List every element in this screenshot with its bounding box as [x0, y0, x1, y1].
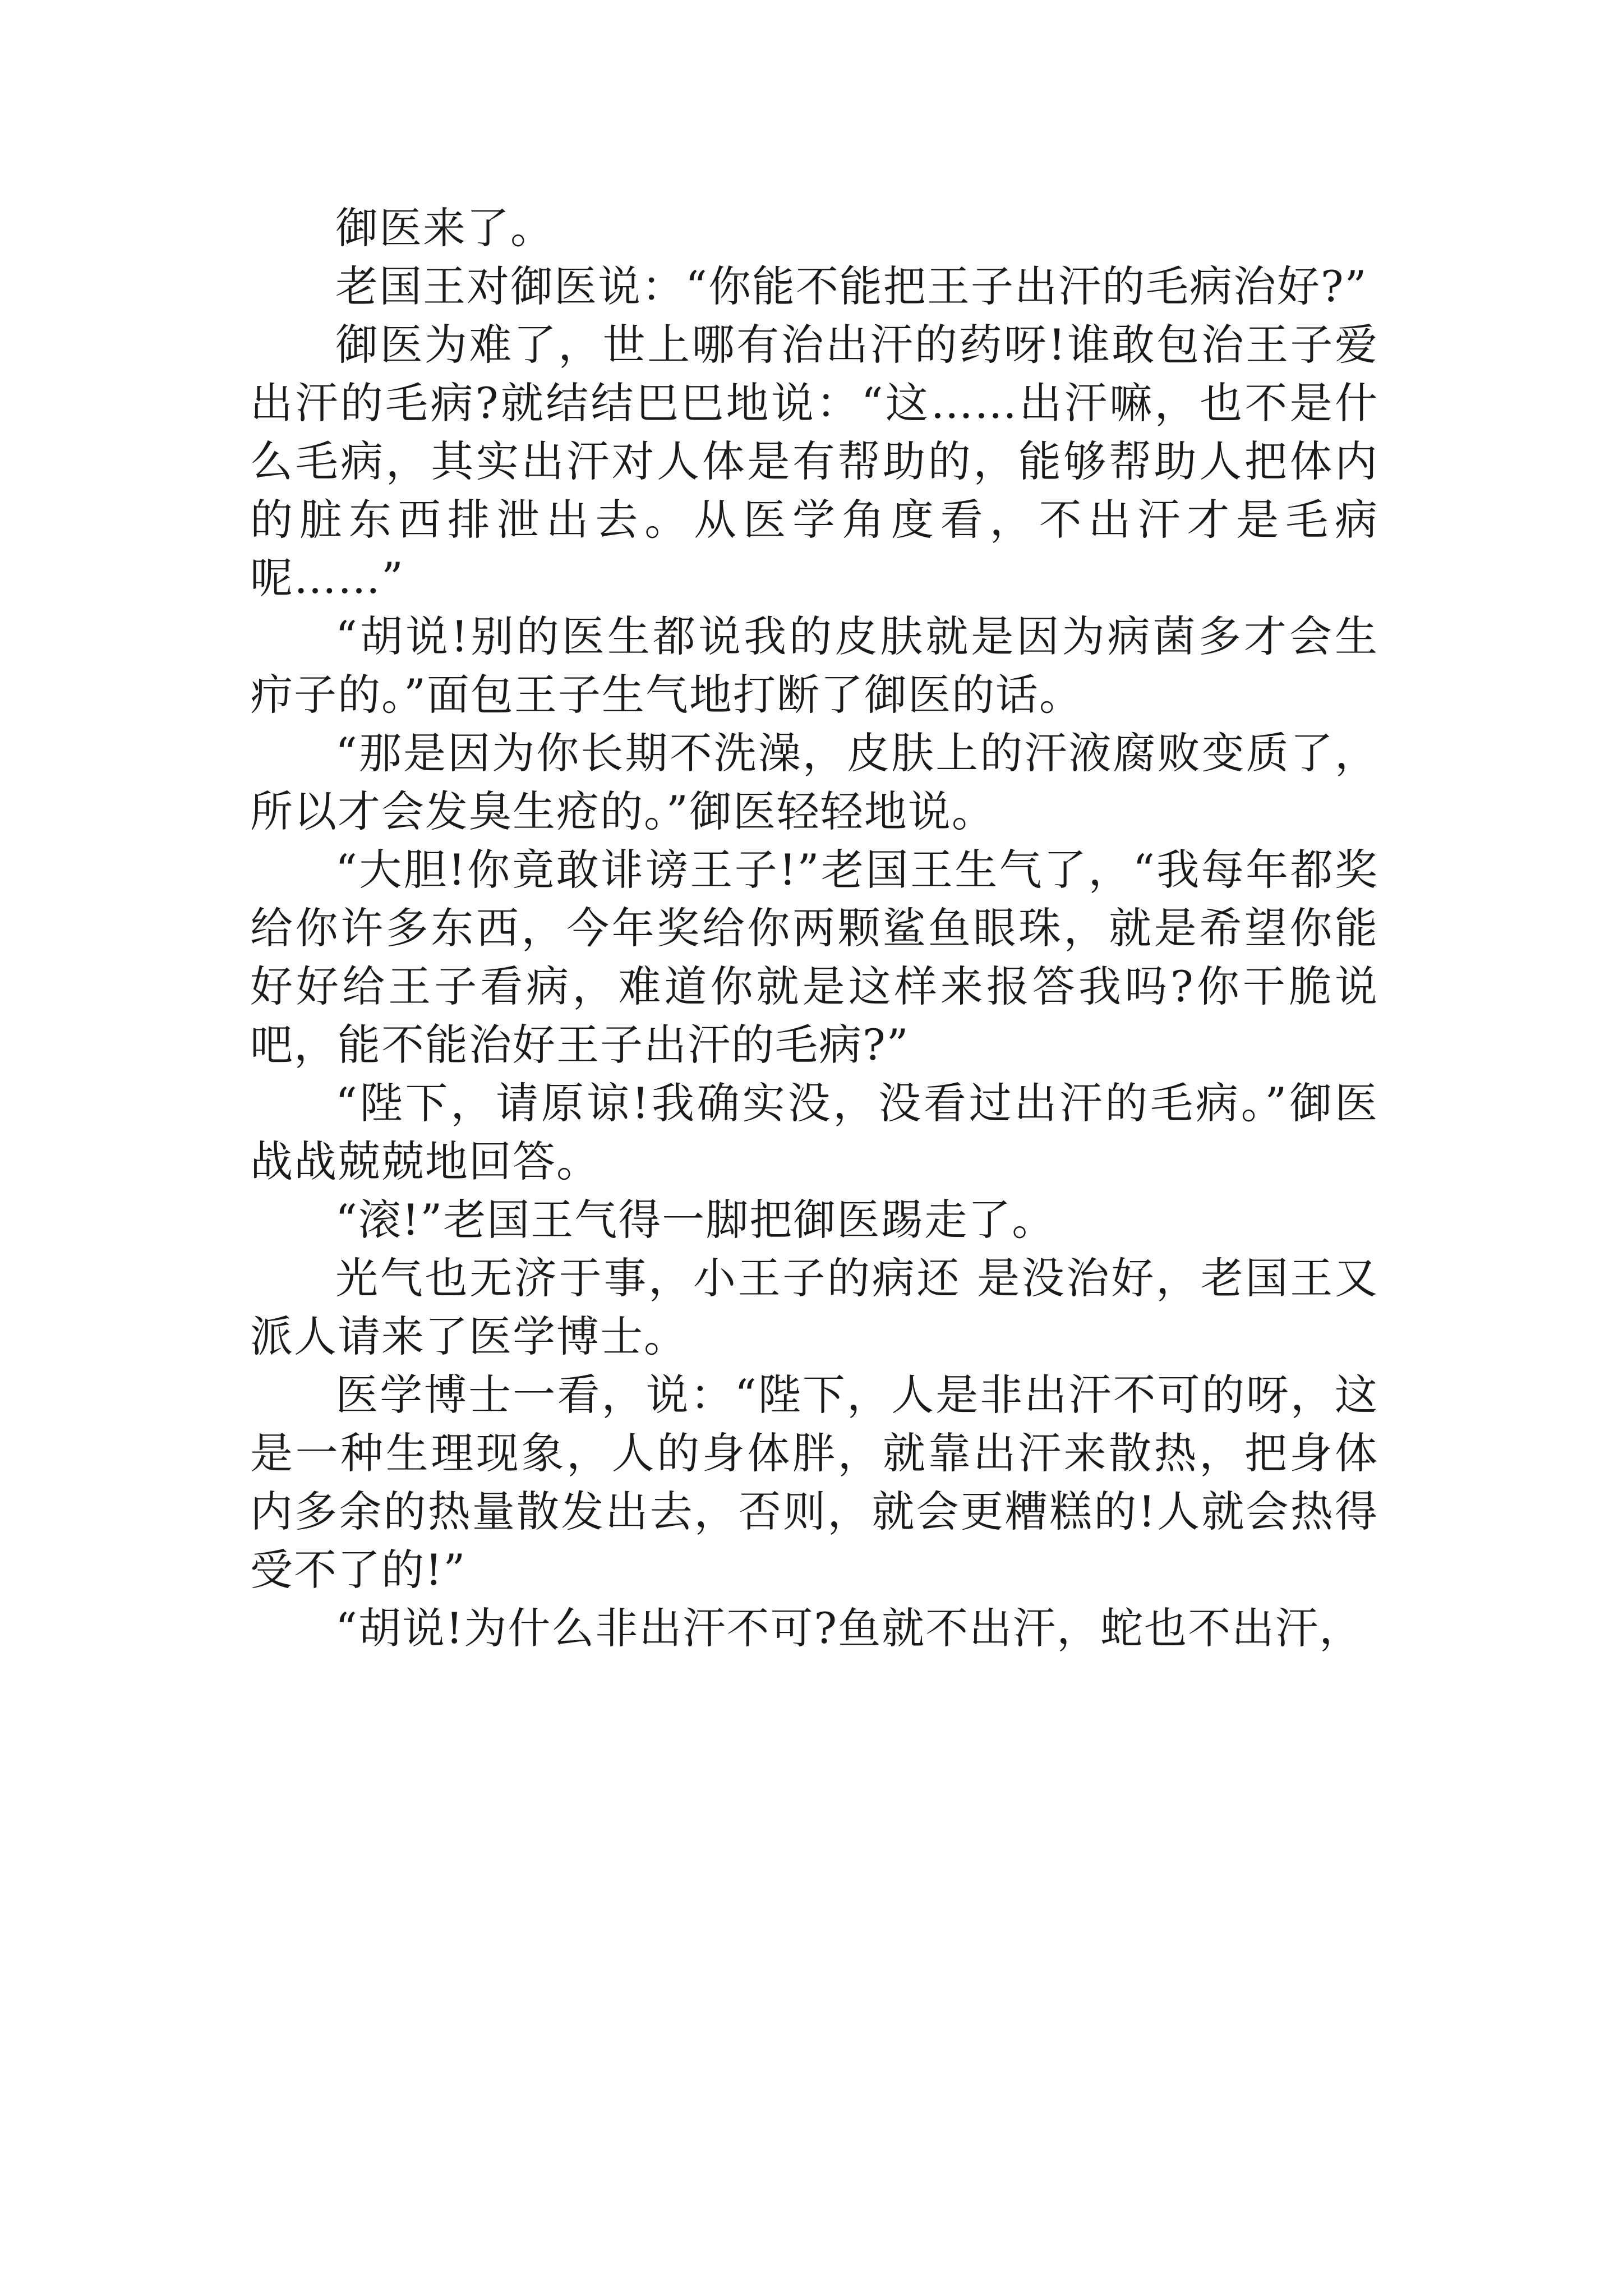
paragraph: “那是因为你长期不洗澡，皮肤上的汗液腐败变质了，所以才会发臭生疮的。”御医轻轻地说。 — [250, 728, 1378, 836]
document-body — [250, 199, 1378, 1658]
paragraph: 老国王对御医说：“你能不能把王子出汗的毛病治好?” — [335, 261, 1368, 311]
paragraph: “大胆!你竟敢诽谤王子!”老国王生气了，“我每年都奖给你许多东西，今年奖给你两颗鲨鱼眼珠，就是希望你能好好给王子看病，难道你就是这样来报答我吗?你干脆说吧，能不能治好王子出汗的毛病?” — [250, 845, 1378, 1070]
paragraph: “陛下，请原谅!我确实没，没看过出汗的毛病。”御医战战兢兢地回答。 — [250, 1078, 1378, 1186]
paragraph: “胡说!别的医生都说我的皮肤就是因为病菌多才会生疖子的。”面包王子生气地打断了御医的话。 — [250, 611, 1378, 720]
paragraph: “胡说!为什么非出汗不可?鱼就不出汗，蛇也不出汗， — [335, 1603, 1363, 1653]
paragraph: 医学博士一看，说：“陛下，人是非出汗不可的呀，这是一种生理现象，人的身体胖，就靠出汗来散热，把身体内多余的热量散发出去，否则，就会更糟糕的!人就会热得受不了的!” — [250, 1370, 1378, 1595]
paragraph: 御医为难了，世上哪有治出汗的药呀!谁敢包治王子爱出汗的毛病?就结结巴巴地说：“这……出汗嘛，也不是什么毛病，其实出汗对人体是有帮助的，能够帮助人把体内的脏东西排泄出去。从医学角度看，不出汗才是毛病呢……” — [250, 320, 1378, 603]
paragraph: “滚!”老国王气得一脚把御医踢走了。 — [335, 1195, 1056, 1245]
paragraph: 御医来了。 — [335, 203, 554, 253]
paragraph: 光气也无济于事，小王子的病还 是没治好，老国王又派人请来了医学博士。 — [250, 1253, 1378, 1361]
